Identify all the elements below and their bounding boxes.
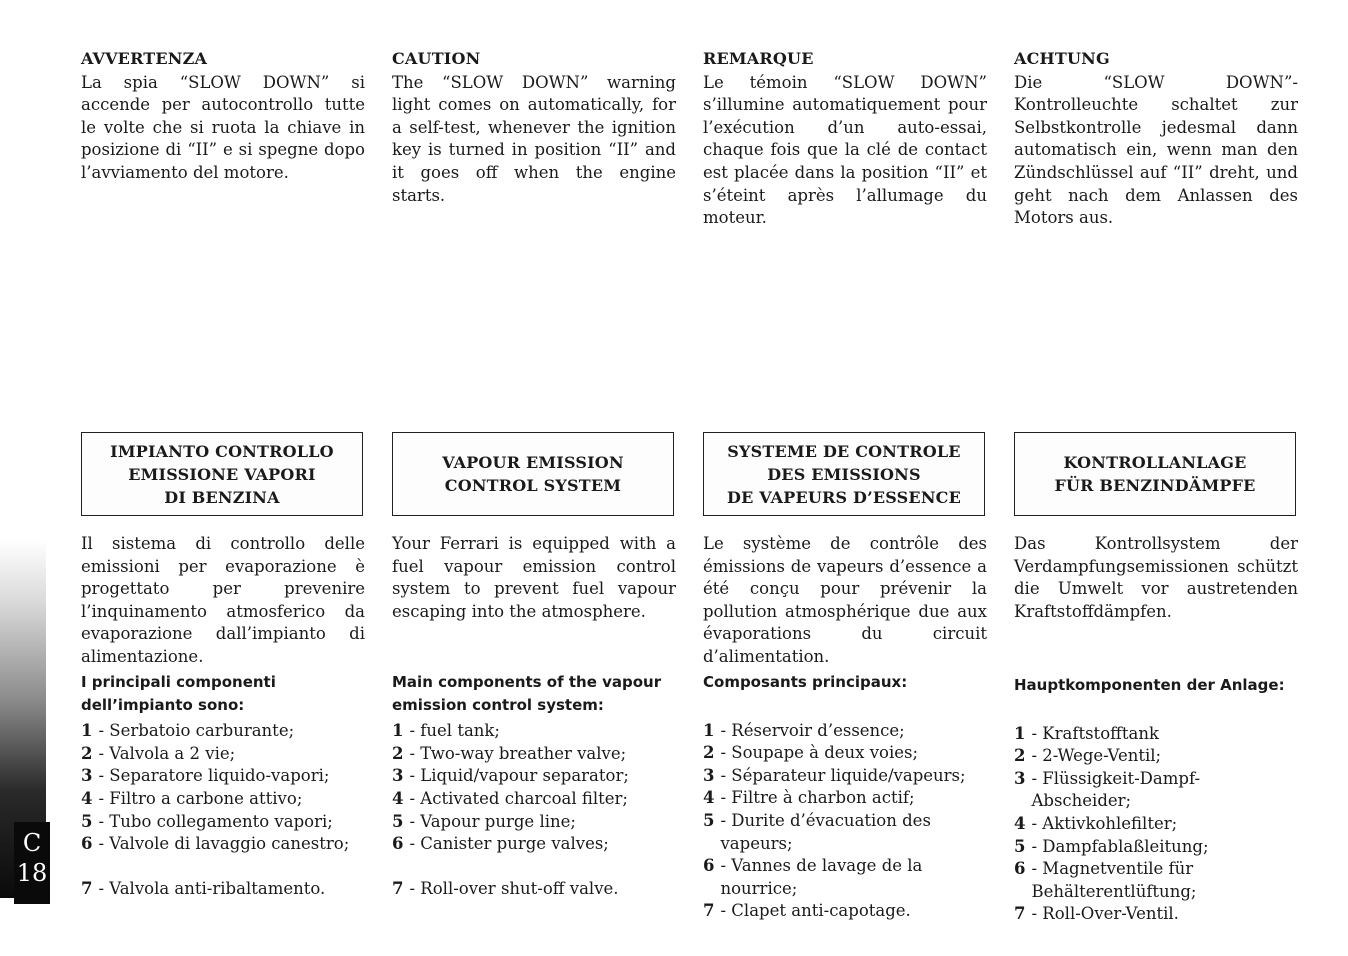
list-item — [1014, 768, 1298, 813]
warning-heading: AVVERTENZA — [81, 49, 208, 68]
item-number: 2 — [1014, 746, 1026, 766]
list-item — [703, 720, 987, 743]
item-number: 7 — [703, 901, 715, 921]
list-item — [703, 855, 987, 900]
section-letter: C — [22, 829, 42, 857]
item-text: - Valvole di lavaggio canestro; — [98, 834, 350, 854]
item-number: 1 — [81, 721, 93, 741]
item-number: 1 — [1014, 723, 1026, 743]
item-text: - fuel tank; — [409, 721, 500, 741]
title-line: VAPOUR EMISSION — [442, 453, 624, 472]
item-number: 3 — [703, 765, 715, 785]
warning-it — [81, 48, 365, 185]
intro-text: Le système de contrôle des émissions de vapeurs d’essence a été conçu pour prévenir la pollution atmosphérique due aux évaporations du circuit d’alimentation. — [703, 534, 987, 666]
item-number: 5 — [1014, 836, 1026, 856]
item-text: - Tubo collegamento vapori; — [98, 811, 333, 831]
list-item — [1014, 723, 1298, 746]
item-number: 6 — [81, 834, 93, 854]
item-number: 3 — [81, 766, 93, 786]
list-item — [703, 765, 987, 788]
title-line: KONTROLLANLAGE — [1063, 453, 1247, 472]
warning-text: The “SLOW DOWN” warning light comes on automatically, for a self-test, whenever the ignition key is turned in position “II” and it goes off when the engine starts. — [392, 72, 676, 205]
list-item — [81, 788, 365, 811]
list-item — [392, 811, 676, 834]
title-line: FÜR BENZINDÄMPFE — [1054, 476, 1256, 495]
spacer — [703, 698, 987, 720]
item-text: - Valvola a 2 vie; — [98, 743, 236, 763]
item-text: - Activated charcoal filter; — [409, 788, 628, 808]
page-number: 18 — [16, 859, 48, 887]
item-number: 5 — [81, 811, 93, 831]
title-line: SYSTEME DE CONTROLE — [727, 441, 961, 461]
list-item — [703, 742, 987, 765]
item-text: - Clapet anti-capotage. — [720, 901, 911, 921]
intro-fr — [703, 533, 987, 669]
item-number: 4 — [81, 788, 93, 808]
item-number: 1 — [703, 720, 715, 740]
intro-it — [81, 533, 365, 669]
item-text: - Canister purge valves; — [409, 834, 609, 854]
item-number: 7 — [81, 878, 93, 898]
item-number: 5 — [703, 810, 715, 830]
list-item — [392, 765, 676, 788]
item-text: - Liquid/vapour separator; — [409, 766, 629, 786]
list-item — [1014, 836, 1298, 859]
components-subtitle: I principali componenti dell’impianto sono: — [81, 673, 276, 714]
list-item — [392, 788, 676, 811]
item-text: - Magnetventile für Behälterentlüftung; — [1031, 859, 1197, 901]
item-text: - Filtre à charbon actif; — [720, 788, 915, 808]
list-item — [392, 833, 676, 856]
components-en — [392, 671, 676, 900]
item-text: - Kraftstofftank — [1031, 723, 1159, 743]
item-text: - Roll-Over-Ventil. — [1031, 904, 1179, 924]
components-subtitle: Hauptkomponenten der Anlage: — [1014, 676, 1285, 694]
warning-fr — [703, 48, 987, 230]
item-number: 2 — [81, 743, 93, 763]
list-item — [703, 900, 987, 923]
intro-text: Your Ferrari is equipped with a fuel vapour emission control system to prevent fuel vapour escaping into the atmosphere. — [392, 534, 676, 621]
list-item — [392, 743, 676, 766]
components-fr — [703, 671, 987, 923]
item-number: 3 — [1014, 768, 1026, 788]
components-subtitle: Main components of the vapour emission control system: — [392, 673, 662, 714]
spacer — [392, 856, 676, 878]
section-title-box-de — [1014, 432, 1296, 516]
warning-heading: REMARQUE — [703, 49, 814, 68]
title-line: DI BENZINA — [164, 487, 280, 507]
section-title-box-fr — [703, 432, 985, 516]
warning-text: Le témoin “SLOW DOWN” s’illumine automatiquement pour l’exécution d’un auto-essai, chaque fois que la clé de contact est placée dans la position “II” et s’éteint après l’allumage du moteur. — [703, 72, 987, 228]
item-number: 6 — [703, 856, 715, 876]
item-text: - Vannes de lavage de la nourrice; — [720, 856, 923, 898]
title-line: EMISSIONE VAPORI — [128, 464, 316, 484]
item-text: - Valvola anti-ribaltamento. — [98, 878, 326, 898]
warning-heading: ACHTUNG — [1014, 49, 1110, 68]
item-number: 2 — [392, 743, 404, 763]
intro-en — [392, 533, 676, 623]
warning-en — [392, 48, 676, 207]
warning-text: La spia “SLOW DOWN” si accende per autocontrollo tutte le volte che si ruota la chiave in posizione di “II” e si spegne dopo l’avviamento del motore. — [81, 72, 365, 182]
section-title-box-en — [392, 432, 674, 516]
item-number: 5 — [392, 811, 404, 831]
item-number: 6 — [392, 834, 404, 854]
item-number: 4 — [1014, 813, 1026, 833]
list-item — [703, 787, 987, 810]
item-number: 3 — [392, 766, 404, 786]
list-item — [81, 833, 365, 856]
section-title-box-it — [81, 432, 363, 516]
page-number-tab — [14, 822, 50, 904]
list-item — [1014, 745, 1298, 768]
spacer — [81, 856, 365, 878]
item-text: - Réservoir d’essence; — [720, 720, 905, 740]
components-de — [1014, 671, 1298, 926]
item-text: - Roll-over shut-off valve. — [409, 878, 619, 898]
warning-text: Die “SLOW DOWN”-Kontrolleuchte schaltet zur Selbstkontrolle jedesmal dann automatisch ein, wenn man den Zündschlüssel auf “II” dreht, und geht nach dem Anlassen des Motors aus. — [1014, 72, 1298, 228]
item-number: 4 — [703, 788, 715, 808]
components-it — [81, 671, 365, 900]
list-item — [81, 765, 365, 788]
list-item — [1014, 858, 1298, 903]
spacer — [1014, 701, 1298, 723]
list-item — [1014, 813, 1298, 836]
item-text: - Dampfablaßleitung; — [1031, 836, 1209, 856]
item-text: - Filtro a carbone attivo; — [98, 788, 303, 808]
item-text: - Séparateur liquide/vapeurs; — [720, 765, 966, 785]
item-text: - Serbatoio carburante; — [98, 721, 295, 741]
item-text: - Flüssigkeit-Dampf-Abscheider; — [1031, 768, 1201, 811]
list-item — [81, 720, 365, 743]
list-item — [1014, 903, 1298, 926]
item-text: - Aktivkohlefilter; — [1031, 813, 1178, 833]
list-item — [81, 878, 365, 901]
title-line: DES EMISSIONS — [767, 464, 921, 484]
item-text: - Soupape à deux voies; — [720, 743, 919, 763]
item-number: 4 — [392, 788, 404, 808]
list-item — [392, 878, 676, 901]
item-text: - Vapour purge line; — [409, 811, 576, 831]
item-text: - 2-Wege-Ventil; — [1031, 746, 1162, 766]
list-item — [703, 810, 987, 855]
title-line: DE VAPEURS D’ESSENCE — [727, 487, 961, 507]
item-text: - Two-way breather valve; — [409, 743, 627, 763]
item-text: - Separatore liquido-vapori; — [98, 766, 330, 786]
title-line: IMPIANTO CONTROLLO — [110, 441, 334, 461]
intro-text: Das Kontrollsystem der Verdampfungsemissionen schützt die Umwelt vor austretenden Kraftstoffdämpfen. — [1014, 534, 1298, 621]
intro-text: Il sistema di controllo delle emissioni per evaporazione è progettato per prevenire l’inquinamento atmosferico da evaporazione dall’impianto di alimentazione. — [81, 534, 365, 666]
title-line: CONTROL SYSTEM — [444, 476, 622, 495]
components-subtitle: Composants principaux: — [703, 673, 908, 691]
list-item — [81, 811, 365, 834]
warning-heading: CAUTION — [392, 49, 481, 68]
item-number: 1 — [392, 721, 404, 741]
item-number: 7 — [1014, 904, 1026, 924]
list-item — [81, 743, 365, 766]
item-number: 6 — [1014, 859, 1026, 879]
item-number: 2 — [703, 743, 715, 763]
intro-de — [1014, 533, 1298, 623]
item-text: - Durite d’évacuation des vapeurs; — [720, 810, 931, 853]
warning-de — [1014, 48, 1298, 230]
list-item — [392, 720, 676, 743]
item-number: 7 — [392, 878, 404, 898]
